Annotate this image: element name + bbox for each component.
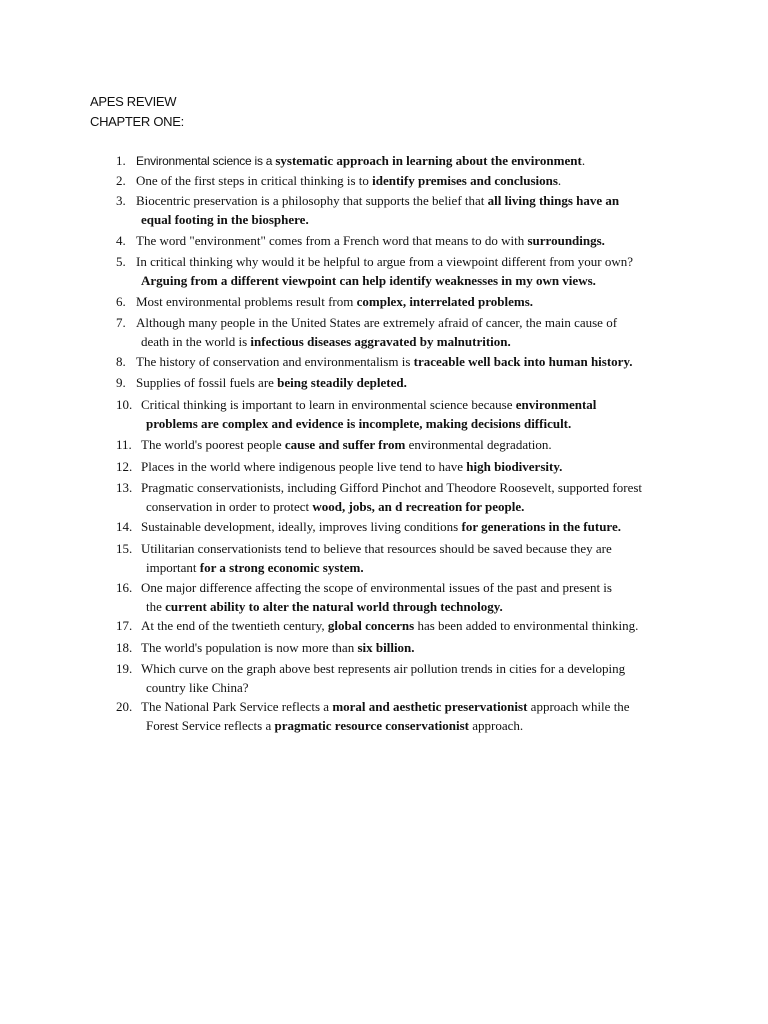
item-text (136, 232, 684, 251)
question-text: the (146, 598, 166, 614)
answer-text: being steadily depleted. (277, 375, 407, 390)
item-line (141, 518, 689, 537)
item-text (136, 314, 684, 351)
question-text: Utilitarian conservationists tend to believe that resources should be saved because they are (141, 541, 612, 556)
question-text: approach. (469, 717, 524, 733)
item-text (141, 458, 689, 477)
item-text (141, 540, 689, 577)
item-line (141, 479, 689, 498)
item-line (141, 579, 689, 598)
item-line (136, 152, 684, 171)
answer-text: moral and aesthetic preservationist (332, 699, 528, 714)
question-text: Supplies of fossil fuels are (136, 375, 278, 390)
chapter-heading: CHAPTER ONE: (90, 114, 184, 129)
item-line (136, 253, 684, 272)
item-number: 14. (116, 519, 133, 534)
item-text (141, 518, 689, 537)
item-text (141, 617, 689, 636)
item-continuation-line (136, 211, 684, 230)
item-line (136, 314, 684, 333)
item-line (136, 374, 684, 393)
question-text: Most environmental problems result from (136, 294, 357, 309)
document-title: APES REVIEW (90, 94, 177, 109)
answer-text: complex, interrelated problems. (356, 294, 534, 309)
item-text (136, 172, 684, 191)
item-text (136, 374, 684, 393)
answer-text: systematic approach in learning about the environment (275, 153, 582, 168)
question-text: approach while the (527, 699, 630, 714)
answer-text: all living things have an (487, 193, 620, 208)
item-number: 5. (116, 254, 126, 269)
question-text: Forest Service reflects a (146, 717, 275, 733)
question-text: death in the world is (141, 333, 251, 349)
item-text (141, 579, 689, 616)
item-number: 16. (116, 580, 133, 595)
question-text: Which curve on the graph above best represents air pollution trends in cities for a developing (141, 661, 626, 676)
answer-text: cause and suffer from (284, 437, 406, 452)
item-number: 7. (116, 315, 126, 330)
answer-text: for a strong economic system. (199, 559, 364, 575)
item-number: 11. (116, 437, 132, 452)
question-text: country like China? (146, 679, 249, 695)
item-continuation-line (141, 415, 689, 434)
answer-text: environmental (515, 397, 597, 412)
item-continuation-line (136, 272, 684, 291)
item-number: 9. (116, 375, 126, 390)
item-line (141, 540, 689, 559)
question-text: important (146, 559, 200, 575)
item-text (141, 479, 689, 516)
item-text (136, 253, 684, 290)
item-line (141, 639, 689, 658)
question-text: . (557, 173, 562, 188)
question-text: The National Park Service reflects a (141, 699, 333, 714)
question-text: Environmental science is a (136, 154, 276, 168)
question-text: The word "environment" comes from a French word that means to do with (136, 233, 528, 248)
question-text: Places in the world where indigenous people live tend to have (141, 459, 467, 474)
item-line (136, 172, 684, 191)
question-text: Pragmatic conservationists, including Gifford Pinchot and Theodore Roosevelt, supported forest (141, 480, 643, 495)
answer-text: surroundings. (527, 233, 605, 248)
question-text: One of the first steps in critical thinking is to (136, 173, 373, 188)
question-text: environmental degradation. (405, 437, 552, 452)
question-text: Biocentric preservation is a philosophy that supports the belief that (136, 193, 488, 208)
item-number: 15. (116, 541, 133, 556)
question-text: The world's population is now more than (141, 640, 358, 655)
item-number: 10. (116, 397, 133, 412)
item-line (136, 293, 684, 312)
item-text (136, 152, 684, 171)
item-continuation-line (141, 679, 689, 698)
question-text: One major difference affecting the scope of environmental issues of the past and present is (141, 580, 612, 595)
item-continuation-line (141, 559, 689, 578)
item-text (141, 396, 689, 433)
item-continuation-line (141, 598, 689, 617)
question-text: At the end of the twentieth century, (141, 618, 328, 633)
item-number: 20. (116, 699, 133, 714)
answer-text: current ability to alter the natural world through technology. (165, 598, 503, 614)
answer-text: six billion. (357, 640, 415, 655)
answer-text: high biodiversity. (466, 459, 563, 474)
answer-text: pragmatic resource conservationist (274, 717, 469, 733)
item-text (141, 436, 689, 455)
item-line (141, 458, 689, 477)
question-text: Although many people in the United States are extremely afraid of cancer, the main cause of (136, 315, 618, 330)
answer-text: problems are complex and evidence is incomplete, making decisions difficult. (146, 415, 572, 431)
item-number: 18. (116, 640, 133, 655)
item-line (141, 698, 689, 717)
item-continuation-line (136, 333, 684, 352)
answer-text: wood, jobs, an d recreation for people. (312, 498, 525, 514)
answer-text: for generations in the future. (461, 519, 621, 534)
item-number: 1. (116, 153, 126, 168)
item-number: 8. (116, 354, 126, 369)
question-text: . (581, 153, 586, 168)
item-number: 6. (116, 294, 126, 309)
question-text: Sustainable development, ideally, improves living conditions (141, 519, 462, 534)
item-number: 17. (116, 618, 133, 633)
item-text (136, 192, 684, 229)
answer-text: global concerns (327, 618, 415, 633)
item-text (136, 293, 684, 312)
item-line (141, 660, 689, 679)
answer-text: traceable well back into human history. (413, 354, 633, 369)
item-number: 4. (116, 233, 126, 248)
item-number: 3. (116, 193, 126, 208)
question-text: has been added to environmental thinking. (414, 618, 639, 633)
item-line (136, 192, 684, 211)
item-number: 19. (116, 661, 133, 676)
item-text (141, 639, 689, 658)
item-number: 13. (116, 480, 133, 495)
question-text: conservation in order to protect (146, 498, 313, 514)
item-number: 12. (116, 459, 133, 474)
item-line (141, 617, 689, 636)
item-text (141, 660, 689, 697)
item-line (141, 436, 689, 455)
item-line (141, 396, 689, 415)
item-continuation-line (141, 498, 689, 517)
item-text (141, 698, 689, 735)
item-line (136, 232, 684, 251)
answer-text: equal footing in the biosphere. (141, 211, 309, 227)
item-continuation-line (141, 717, 689, 736)
answer-text: identify premises and conclusions (372, 173, 558, 188)
answer-text: infectious diseases aggravated by malnutrition. (250, 333, 511, 349)
question-text: Critical thinking is important to learn in environmental science because (141, 397, 516, 412)
item-line (136, 353, 684, 372)
answer-text: Arguing from a different viewpoint can help identify weaknesses in my own views. (141, 272, 596, 288)
question-text: The history of conservation and environmentalism is (136, 354, 414, 369)
item-number: 2. (116, 173, 126, 188)
item-text (136, 353, 684, 372)
question-text: The world's poorest people (141, 437, 285, 452)
question-text: In critical thinking why would it be helpful to argue from a viewpoint different from your own? (136, 254, 634, 269)
